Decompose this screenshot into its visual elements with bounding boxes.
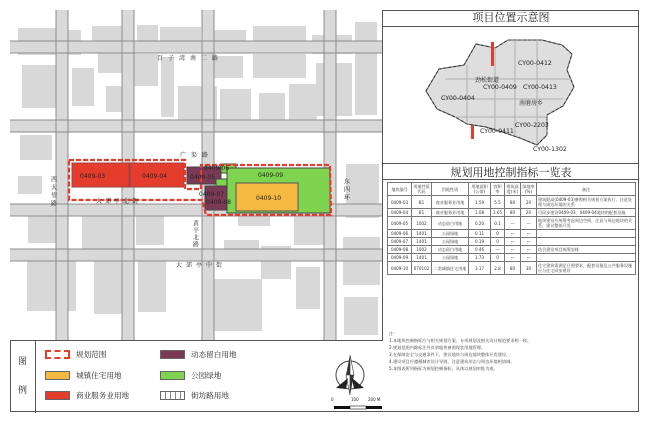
inset-district-jingsong: 劲松街道 <box>475 77 500 84</box>
parcel-label-0409-05: 0409-05 <box>190 174 216 181</box>
table-cell: 建筑限高(0409-03)参照相关规划方案执行，注意处理与周边环境的关系 <box>537 196 636 209</box>
table-header: 用地性质代码 <box>413 184 430 194</box>
table-row <box>388 230 636 238</box>
inset-map-svg <box>383 27 639 163</box>
inset-code-1302: CY00-1302 <box>533 146 567 153</box>
scale-start: 0 <box>331 397 334 402</box>
table-cell: 0.11 <box>469 230 491 238</box>
inset-code-2203: CY00-2203 <box>515 122 549 129</box>
table-cell: 2.8 <box>491 262 505 275</box>
legend-side-top: 图 <box>18 357 28 367</box>
table-cell: 1401 <box>412 230 432 238</box>
table-cell: 0 <box>491 238 505 246</box>
table-cell: 动态留白用地 <box>432 217 469 230</box>
parcel-label-0409-04: 0409-04 <box>142 173 168 180</box>
road-label-top: 百子湾南二路 <box>157 55 224 62</box>
legend-label-dynamic: 动态留白用地 <box>191 349 237 359</box>
inset-code-0412: CY00-0412 <box>518 60 552 67</box>
table-header: 容积率 <box>491 183 505 196</box>
table-header: 绿地率(%) <box>522 184 535 194</box>
table-cell: 80 <box>505 262 521 275</box>
table-cell: 0.19 <box>469 238 491 246</box>
parcel-label-0409-08: 0409-08 <box>206 199 232 206</box>
legend-swatch-green <box>160 371 185 380</box>
parcel-label-0409-03: 0409-03 <box>80 173 106 180</box>
note-line: 注： <box>389 331 398 336</box>
table-cell: 住宅建筑需满足日照要求，配套设施及公共服务设施应与住宅同步建设 <box>537 262 636 275</box>
table-row <box>388 246 636 254</box>
inset-code-0413: CY00-0413 <box>523 84 557 91</box>
table-cell: 结合建设项目统筹安排 <box>537 246 636 254</box>
table-header: 用地面积(公顷) <box>469 183 491 196</box>
table-row <box>388 262 636 275</box>
legend-park-green <box>160 369 221 381</box>
table-cell: 3.17 <box>469 262 491 275</box>
road-label-dajiao: 大郊亭北街 <box>96 198 142 205</box>
table-cell: 80 <box>505 209 521 217</box>
table-cell: 1002 <box>412 246 432 254</box>
table-cell: — <box>521 238 537 246</box>
inset-code-0404: CY00-0404 <box>441 95 475 102</box>
legend-label-green: 公园绿地 <box>191 370 222 380</box>
table-cell: 商业服务业用地 <box>432 209 469 217</box>
legend-swatch-planning <box>45 350 70 359</box>
table-cell: 070102 <box>412 262 432 275</box>
table-cell: — <box>491 246 505 254</box>
parcel-label-0409-06: 0409-06 <box>204 165 230 172</box>
table-row <box>388 238 636 246</box>
table-cell: — <box>505 217 521 230</box>
table-cell: 1401 <box>412 238 432 246</box>
legend-label-street: 街坊路用地 <box>191 390 229 400</box>
table-cell: 20 <box>521 196 537 209</box>
table-cell: 0409-04 <box>388 209 412 217</box>
inset-district-nanmofang: 南磨房乡 <box>519 100 544 107</box>
legend-side <box>10 341 36 413</box>
table-cell: 0409-06 <box>388 230 412 238</box>
note-line: 5.本图表所列指标为规划控制指标，具体以规划审批为准。 <box>389 366 498 371</box>
table-header: 用地性质 <box>432 183 469 196</box>
right-panel <box>383 10 639 412</box>
table-cell: 商业服务业用地 <box>432 196 469 209</box>
table-cell: — <box>521 217 537 230</box>
legend-planning-scope <box>45 348 106 360</box>
table-cell: — <box>521 230 537 238</box>
road-label-center: 黄平北路 <box>191 220 199 248</box>
parcel-label-0409-09: 0409-09 <box>258 172 284 179</box>
table-cell: 0.46 <box>469 246 491 254</box>
table-row <box>388 254 636 262</box>
table-cell: 1002 <box>412 217 432 230</box>
table-cell: 动态留白用地 <box>432 246 469 254</box>
table-cell: 可同步建设0409-03、0409-04地块的配套设施 <box>537 209 636 217</box>
table-row <box>388 217 636 230</box>
table-cell: 二类城镇住宅用地 <box>432 262 469 275</box>
scale-mid: 100 <box>351 397 359 402</box>
inset-site-red-1 <box>491 42 494 66</box>
table-header: 备注 <box>537 183 636 196</box>
location-map[interactable] <box>10 10 383 340</box>
table-cell: 1401 <box>412 254 432 262</box>
table-cell: 公园绿地 <box>432 238 469 246</box>
table-cell: 0.1 <box>491 217 505 230</box>
table-cell: 80 <box>505 196 521 209</box>
table-cell: — <box>505 230 521 238</box>
table-cell: 20 <box>521 209 537 217</box>
table-cell: 0409-03 <box>388 196 412 209</box>
table-cell: 1.59 <box>469 196 491 209</box>
table-cell: 1.65 <box>491 209 505 217</box>
table-header: 建筑高度(米) <box>506 184 519 194</box>
table-cell: 0409-08 <box>388 246 412 254</box>
table-cell: 0 <box>491 254 505 262</box>
road-label-east: 东四环 <box>342 178 350 202</box>
legend-swatch-residential <box>45 371 70 380</box>
table-cell: 0.20 <box>469 217 491 230</box>
table-cell: 0409-10 <box>388 262 412 275</box>
parcel-label-0409-07: 0409-07 <box>199 191 225 198</box>
north-arrow-icon <box>330 353 370 405</box>
road-label-guangqu: 广渠路 <box>180 152 214 159</box>
location-inset[interactable] <box>383 27 639 163</box>
table-cell: — <box>521 254 537 262</box>
legend-side-bottom: 例 <box>18 386 28 396</box>
legend-label-residential: 城镇住宅用地 <box>76 370 122 380</box>
legend-label-commercial: 商业服务业用地 <box>76 390 130 400</box>
parcel-label-0409-10: 0409-10 <box>256 195 282 202</box>
inset-code-0411: CY00-0411 <box>480 128 514 135</box>
road-label-middle: 大郊亭中街 <box>176 262 227 269</box>
legend-swatch-street <box>160 391 185 400</box>
table-cell: 1.73 <box>469 254 491 262</box>
table-title: 规划用地控制指标一览表 <box>383 163 639 180</box>
table-header: 地块编号 <box>388 183 412 196</box>
land-indicator-table <box>387 182 636 275</box>
legend-swatch-commercial <box>45 391 70 400</box>
legend-swatch-dynamic <box>160 350 185 359</box>
table-cell: 0409-07 <box>388 238 412 246</box>
table-cell: 公园绿地 <box>432 230 469 238</box>
table-cell: — <box>505 238 521 246</box>
table-row <box>388 196 636 209</box>
table-cell: — <box>521 246 537 254</box>
planning-map-svg <box>10 10 383 340</box>
table-cell <box>537 230 636 238</box>
table-cell: B1 <box>412 209 432 217</box>
table-cell: 5.5 <box>491 196 505 209</box>
table-cell: 30 <box>521 262 537 275</box>
table-cell: 0409-05 <box>388 217 412 230</box>
scale-end: 200 M <box>368 397 381 402</box>
note-line: 1.本地块控制指标应与相关规划方案、专项规划及相关设计规范要求相一致。 <box>389 338 532 343</box>
notes-block <box>389 330 633 372</box>
table-cell: 公园绿地 <box>432 254 469 262</box>
table-cell: 1.08 <box>469 209 491 217</box>
note-line: 4.建设项目应遵循城市设计导则，注意建筑形态与周边环境相协调。 <box>389 359 515 364</box>
legend-urban-residential <box>45 369 122 381</box>
table-header-row <box>388 183 636 196</box>
table-row <box>388 209 636 217</box>
table-cell <box>537 254 636 262</box>
note-line: 2.规划范围内除标注外其余地块参照现状用地管理。 <box>389 345 486 350</box>
scale-bar-icon <box>333 404 383 412</box>
table-cell <box>537 238 636 246</box>
legend-label-planning: 规划范围 <box>76 349 107 359</box>
table-cell: — <box>505 246 521 254</box>
table-cell: 0 <box>491 230 505 238</box>
table-cell: B1 <box>412 196 432 209</box>
legend-dynamic-land <box>160 348 237 360</box>
legend-panel <box>10 340 383 412</box>
inset-code-0409: CY00-0409 <box>483 84 517 91</box>
legend-commercial <box>45 389 129 401</box>
table-cell: 地块建设应统筹考虑周边空间，注意与周边地块的关系，建议整体开发 <box>537 217 636 230</box>
road-label-west: 西大望路 <box>49 176 57 208</box>
table-cell: 0409-09 <box>388 254 412 262</box>
inset-title: 项目位置示意图 <box>383 10 639 27</box>
note-line: 3.在保障安全与交通条件下，建议地块与周边地块整体开发建设。 <box>389 352 511 357</box>
table-cell: — <box>505 254 521 262</box>
inset-site-red-2 <box>471 125 474 139</box>
legend-street-land <box>160 389 229 401</box>
